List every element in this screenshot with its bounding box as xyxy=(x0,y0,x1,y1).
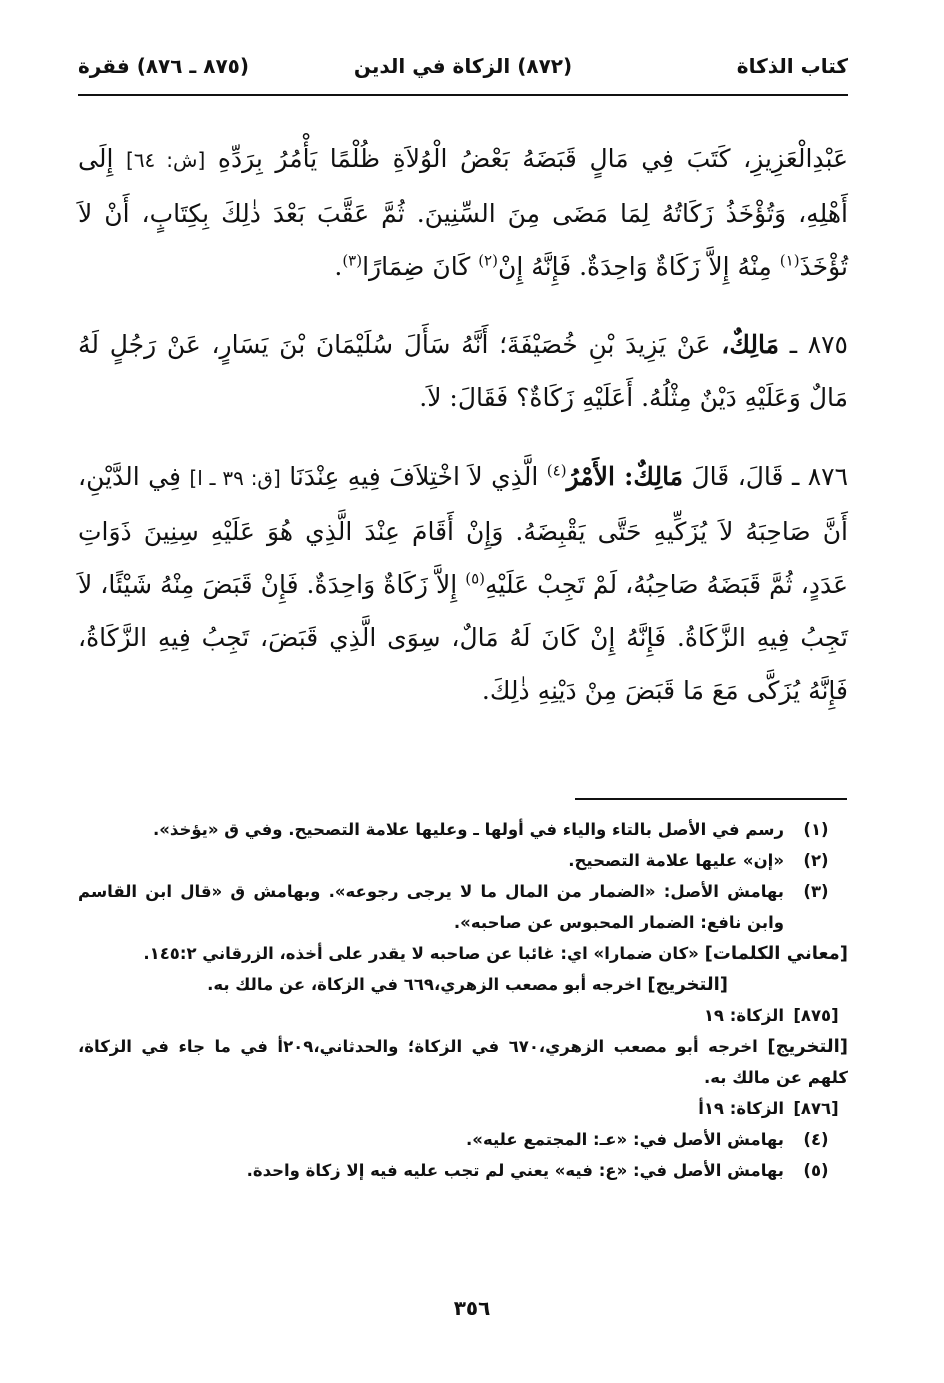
footnote-text: «إن» عليها علامة التصحيح. xyxy=(568,851,784,870)
reference-number: [٨٧٦] xyxy=(793,1099,839,1118)
footnote-text: «كان ضمارا» اي: غائبا عن صاحبه لا يقدر على أخذه، الزرقاني ١٤٥:٢. xyxy=(143,944,705,963)
footnote-2 xyxy=(78,845,848,876)
paragraph-876 xyxy=(78,450,848,717)
text-segment: كَانَ ضِمَارًا xyxy=(362,252,479,281)
narrator-name: مَالِكٌ، xyxy=(721,330,780,359)
text-segment: إِلَى أَهْلِهِ، وَتُؤْخَذُ زَكَاتُهُ لِمَا مَضَى مِنَ السِّنِينَ. ثُمَّ عَقَّبَ بَعْدَ ذٰلِكَ بِكِتَابٍ، أَنْ لاَ تُؤْخَذَ xyxy=(78,144,848,281)
text-segment: مِنْهُ إِلاَّ زَكَاةٌ وَاحِدَةٌ. فَإِنَّهُ إِنْ xyxy=(497,252,780,281)
footnote-text xyxy=(78,938,848,969)
paragraph-number: ٨٧٥ ـ xyxy=(779,330,848,359)
footnote-ref-3[interactable]: (٣) xyxy=(342,251,363,270)
footnote-text xyxy=(78,1031,848,1093)
main-text xyxy=(78,132,848,717)
footnote-ref-5[interactable]: (٥) xyxy=(465,569,485,588)
narrator-name: مَالِكٌ: الأَمْرُ xyxy=(566,462,684,491)
footnote-ref-2[interactable]: (٢) xyxy=(478,251,498,270)
page-number: ٣٥٦ xyxy=(453,1296,491,1320)
footnote-text xyxy=(78,969,728,1000)
footnote-text: رسم في الأصل بالتاء والياء في أولها ـ وعليها علامة التصحيح. وفي ق «يؤخذ». xyxy=(152,820,784,839)
section-tag: [معاني الكلمات] xyxy=(704,943,848,964)
footnote-divider xyxy=(575,798,847,800)
header-chapter-title: (٨٧٢) الزكاة في الدين xyxy=(353,54,573,78)
reference-875 xyxy=(78,1000,848,1031)
reference-number: [٨٧٥] xyxy=(793,1006,839,1025)
footnote-1 xyxy=(78,814,848,845)
text-segment: إِلاَّ زَكَاةٌ وَاحِدَةٌ. فَإِنْ قَبَضَ مِنْهُ شَيْئًا، لاَ تَجِبُ فِيهِ الزَّكَاةُ. فَإِنَّهُ إِنْ كَانَ لَهُ مَالٌ، سِوَى الَّذِي قَبَضَ، تَجِبُ فِيهِ الزَّكَاةُ، فَإِنَّهُ يُزَكَّى مَعَ مَا قَبَضَ مِنْ دَيْنِهِ ذٰلِكَ. xyxy=(78,570,848,705)
header-book-title: كتاب الذكاة xyxy=(736,54,848,78)
text-segment: عَبْدِالْعَزِيزِ، كَتَبَ فِي مَالٍ قَبَضَهُ بَعْضُ الْوُلاَةِ ظُلْمًا يَأْمُرُ بِرَدِّهِ xyxy=(205,144,848,173)
footnote-3-meanings xyxy=(78,938,848,969)
reference-876 xyxy=(78,1093,848,1124)
footnote-number: (٢) xyxy=(803,851,829,870)
footnote-number: (٥) xyxy=(803,1161,829,1180)
margin-reference: [ش: ٦٤] xyxy=(126,148,206,172)
reference-text: الزكاة: ١٩ xyxy=(703,1006,784,1025)
text-segment: عَنْ يَزِيدَ بْنِ خُصَيْفَةَ؛ أَنَّهُ سَأَلَ سُلَيْمَانَ بْنَ يَسَارٍ، عَنْ رَجُلٍ لَهُ مَالٌ وَعَلَيْهِ دَيْنٌ مِثْلُهُ. أَعَلَيْهِ زَكَاةٌ؟ فَقَالَ: لاَ. xyxy=(78,330,848,412)
section-tag: [التخريج] xyxy=(647,974,728,995)
paragraph-875 xyxy=(78,318,848,424)
text-segment: . xyxy=(334,252,343,281)
reference-text: الزكاة: ١٩أ xyxy=(698,1099,784,1118)
margin-reference: [ق: ٣٩ ـ ا] xyxy=(189,466,281,490)
running-header xyxy=(78,54,848,94)
header-paragraph-range: (٨٧٥ ـ ٨٧٦) فقرة xyxy=(78,54,249,78)
text-segment: فِي الدَّيْنِ، أَنَّ صَاحِبَهُ لاَ يُزَكِّيهِ حَتَّى يَقْبِضَهُ. وَإِنْ أَقَامَ عِنْدَ الَّذِي هُوَ عَلَيْهِ سِنِينَ ذَوَاتِ عَدَدٍ، ثُمَّ قَبَضَهُ صَاحِبُهُ، لَمْ تَجِبْ عَلَيْهِ xyxy=(78,462,849,599)
footnote-text: اخرجه أبو مصعب الزهري،٦٦٩ في الزكاة، عن مالك به. xyxy=(207,975,648,994)
footnote-number: (١) xyxy=(803,820,829,839)
paragraph-number: ٨٧٦ ـ قَالَ، قَالَ xyxy=(683,462,849,491)
footnotes xyxy=(78,814,848,1186)
footnote-3 xyxy=(78,876,848,938)
text-segment: الَّذِي لاَ اخْتِلاَفَ فِيهِ عِنْدَنَا xyxy=(280,462,547,491)
footnote-text: بهامش الأصل: «الضمار من المال ما لا يرجى رجوعه». وبهامش ق «قال ابن القاسم وابن نافع: الضمار المحبوس عن صاحبه». xyxy=(78,882,784,932)
footnote-text: اخرجه أبو مصعب الزهري،٦٧٠ في الزكاة؛ والحدثاني،٢٠٩أ في ما جاء في الزكاة، كلهم عن مالك به. xyxy=(78,1037,848,1087)
footnote-5 xyxy=(78,1155,848,1186)
footnote-ref-4[interactable]: (٤) xyxy=(546,461,567,480)
footnote-number: (٤) xyxy=(803,1130,829,1149)
footnote-text: بهامش الأصل في: «عـ: المجتمع عليه». xyxy=(466,1130,784,1149)
footnote-ref-1[interactable]: (١) xyxy=(779,251,800,270)
header-divider xyxy=(78,94,848,96)
section-tag: [التخريج] xyxy=(767,1036,848,1057)
footnote-text: بهامش الأصل في: «ع: فيه» يعني لم تجب عليه فيه إلا زكاة واحدة. xyxy=(246,1161,784,1180)
footnote-number: (٣) xyxy=(803,882,829,901)
paragraph-continuation xyxy=(78,132,848,293)
footnote-3-takhrij xyxy=(78,969,848,1000)
footnote-4 xyxy=(78,1124,848,1155)
reference-875-takhrij xyxy=(78,1031,848,1093)
